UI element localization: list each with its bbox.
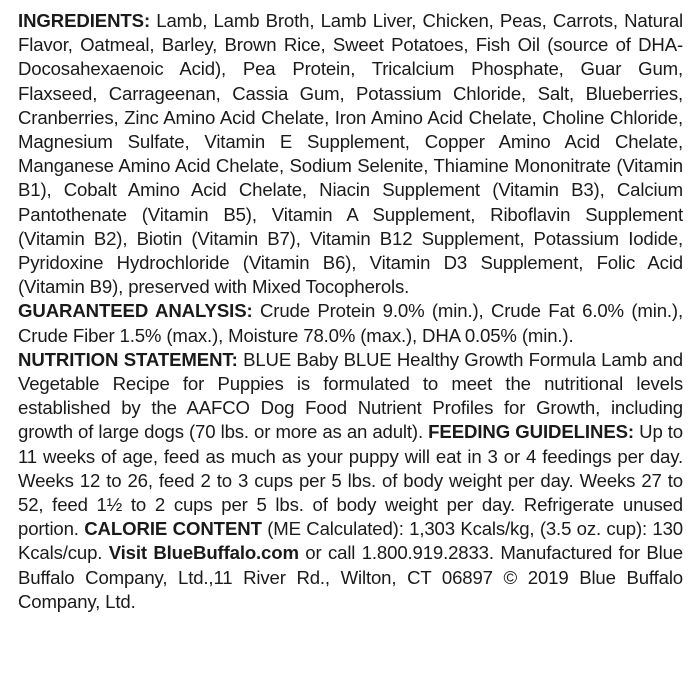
contact-manufacturer-text: or call 1.800.919.2833. Manufactured for Blue Buffalo Company, Ltd.,11 River Rd., Wilton, CT 06897 © 2019 Blue Buffalo Company, Ltd. [18, 542, 683, 612]
nutrition-statement-text: BLUE Baby BLUE Healthy Growth Formula Lamb and Vegetable Recipe for Puppies is formulated to meet the nutritional levels established by the AAFCO Dog Food Nutrient Profiles for Growth, including growth of large dogs (70 lbs. or more as an adult). [18, 348, 683, 443]
guaranteed-analysis-section [18, 299, 683, 347]
guaranteed-analysis-text: Crude Protein 9.0% (min.), Crude Fat 6.0% (min.), Crude Fiber 1.5% (max.), Moisture 78.0% (max.), DHA 0.05% (min.). [18, 300, 683, 346]
calorie-content-text: (ME Calculated): 1,303 Kcals/kg, (3.5 oz. cup): 130 Kcals/cup. [18, 518, 684, 564]
ingredients-list: Lamb, Lamb Broth, Lamb Liver, Chicken, Peas, Carrots, Natural Flavor, Oatmeal, Barley, Brown Rice, Sweet Potatoes, Fish Oil (source of DHA-Docosahexaenoic Acid), Pea Protein, Tricalcium Phosphate, Guar Gum, Flaxseed, Carrageenan, Cassia Gum, Potassium Chloride, Salt, Blueberries, Cranberries, Zinc Amino Acid Chelate, Iron Amino Acid Chelate, Choline Chloride, Magnesium Sulfate, Vitamin E Supplement, Copper Amino Acid Chelate, Manganese Amino Acid Chelate, Sodium Selenite, Thiamine Mononitrate (Vitamin B1), Cobalt Amino Acid Chelate, Niacin Supplement (Vitamin B3), Calcium Pantothenate (Vitamin B5), Vitamin A Supplement, Riboflavin Supplement (Vitamin B2), Biotin (Vitamin B7), Vitamin B12 Supplement, Potassium Iodide, Pyridoxine Hydrochloride (Vitamin B6), Vitamin D3 Supplement, Folic Acid (Vitamin B9), preserved with Mixed Tocopherols. [18, 10, 683, 298]
nutrition-statement-heading: NUTRITION STATEMENT: [18, 348, 238, 370]
feeding-guidelines-heading: FEEDING GUIDELINES: [428, 421, 635, 443]
website-visit-text: Visit BlueBuffalo.com [108, 542, 299, 564]
ingredients-section [18, 9, 683, 299]
guaranteed-analysis-heading: GUARANTEED ANALYSIS: [18, 300, 253, 322]
calorie-content-heading: CALORIE CONTENT [84, 518, 262, 540]
feeding-guidelines-text: Up to 11 weeks of age, feed as much as your puppy will eat in 3 or 4 feedings per day. Weeks 12 to 26, feed 2 to 3 cups per 5 lbs. of body weight per day. Weeks 27 to 52, feed 1½ to 2 cups per 5 lbs. of body weight per day. Refrigerate unused portion. [18, 421, 683, 540]
ingredients-heading: INGREDIENTS: [18, 10, 151, 31]
nutrition-feeding-section [18, 348, 683, 614]
